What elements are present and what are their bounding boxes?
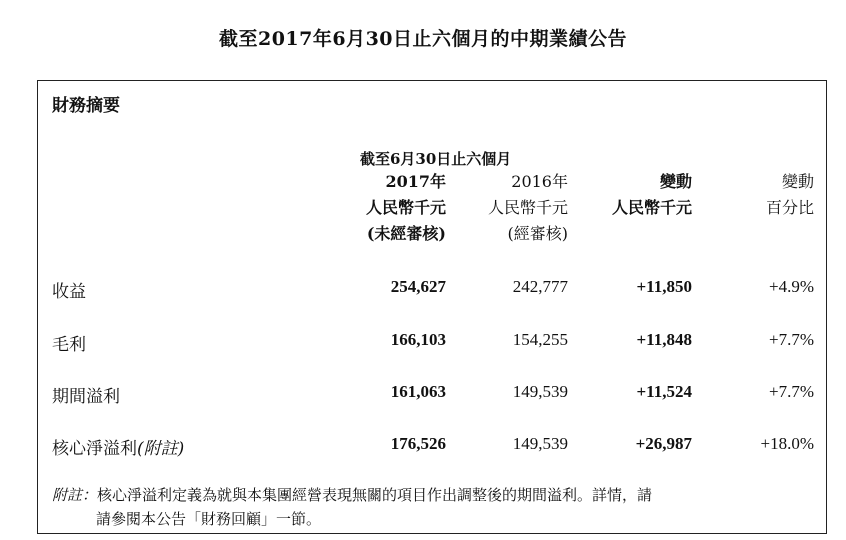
cell-core-net-profit-change: +26,987 xyxy=(635,434,692,453)
column-header-change-pct xyxy=(704,169,814,221)
column-header-change xyxy=(572,169,692,221)
row-label-core-net-profit xyxy=(52,434,184,459)
period-header: 截至6月30日止六個月 xyxy=(360,150,512,168)
cell-revenue-2016: 242,777 xyxy=(512,277,568,296)
cell-revenue-pct: +4.9% xyxy=(769,277,814,296)
column-header-line: (經審核) xyxy=(507,224,568,243)
footnote-line2: 請參閱本公告「財務回顧」一節。 xyxy=(96,510,322,528)
column-header-line: 百分比 xyxy=(765,198,814,217)
cell-period-profit-2016: 149,539 xyxy=(512,382,568,401)
row-label-gross-profit: 毛利 xyxy=(52,335,86,355)
cell-gross-profit-pct: +7.7% xyxy=(769,330,814,349)
cell-revenue-2017: 254,627 xyxy=(390,277,446,296)
row-label-period-profit: 期間溢利 xyxy=(52,387,120,407)
cell-core-net-profit-pct: +18.0% xyxy=(760,434,814,453)
cell-core-net-profit-2016: 149,539 xyxy=(512,434,568,453)
page-title: 截至2017年6月30日止六個月的中期業績公告 xyxy=(218,28,628,50)
cell-gross-profit-2017: 166,103 xyxy=(390,330,446,349)
cell-period-profit-2017: 161,063 xyxy=(390,382,446,401)
column-header-line: (未經審核) xyxy=(366,224,446,243)
column-header-line: 人民幣千元 xyxy=(487,198,568,217)
column-header-line: 變動 xyxy=(781,172,814,191)
financial-summary-box xyxy=(37,80,827,534)
footnote-prefix: 附註： xyxy=(52,486,98,504)
column-header-line: 人民幣千元 xyxy=(365,198,446,217)
column-header-2017 xyxy=(316,169,446,247)
footnote-line1: 核心淨溢利定義為就與本集團經營表現無關的項目作出調整後的期間溢利。詳情，請 xyxy=(97,486,653,504)
cell-gross-profit-2016: 154,255 xyxy=(512,330,568,349)
cell-core-net-profit-2017: 176,526 xyxy=(390,434,446,453)
row-label-revenue: 收益 xyxy=(52,282,86,302)
cell-revenue-change: +11,850 xyxy=(636,277,692,296)
footnote xyxy=(52,483,818,531)
section-heading: 財務摘要 xyxy=(52,96,120,116)
cell-gross-profit-change: +11,848 xyxy=(636,330,692,349)
column-header-line: 人民幣千元 xyxy=(611,198,692,217)
column-header-line: 變動 xyxy=(659,172,692,191)
column-header-2016 xyxy=(448,169,568,247)
row-label-note-ref: (附註) xyxy=(137,439,185,459)
cell-period-profit-change: +11,524 xyxy=(636,382,692,401)
column-header-line: 2016年 xyxy=(511,172,568,191)
cell-period-profit-pct: +7.7% xyxy=(769,382,814,401)
column-header-line: 2017年 xyxy=(385,172,446,191)
row-label-text: 核心淨溢利 xyxy=(52,439,137,459)
